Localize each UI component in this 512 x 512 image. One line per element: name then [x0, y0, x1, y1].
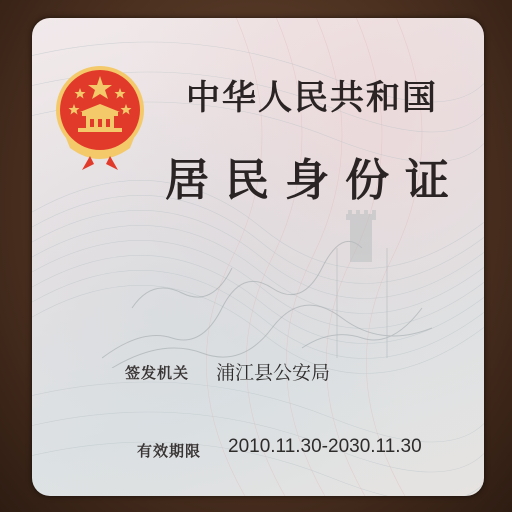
- document-type-title: 居民身份证: [165, 155, 465, 206]
- country-title: 中华人民共和国: [186, 78, 438, 118]
- issuing-authority-value: 浦江县公安局: [216, 363, 331, 384]
- validity-label: 有效期限: [137, 442, 202, 460]
- issuing-authority-label: 签发机关: [125, 364, 190, 382]
- id-card-back: [32, 18, 484, 496]
- validity-value: 2010.11.30-2030.11.30: [228, 436, 422, 457]
- great-wall-watermark: [102, 208, 432, 368]
- national-emblem-icon: [52, 60, 148, 172]
